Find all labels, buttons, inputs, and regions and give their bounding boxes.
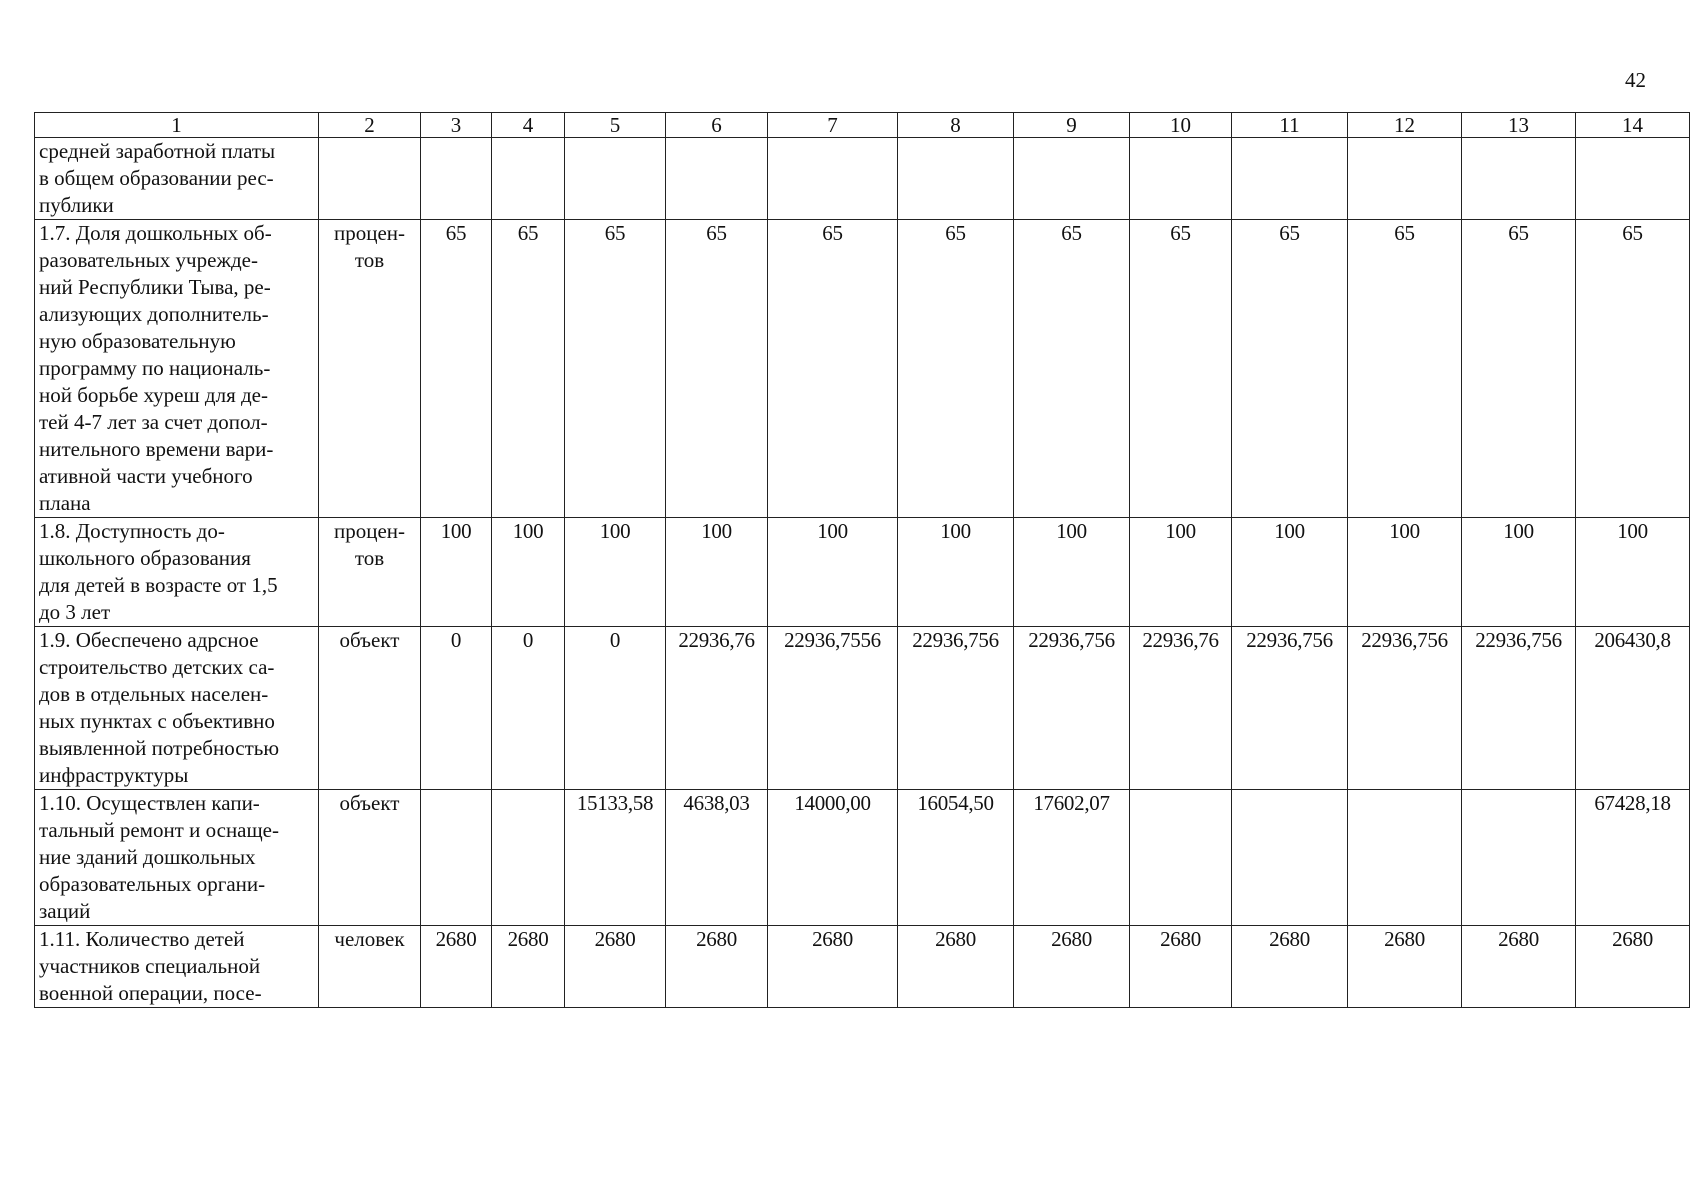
column-header: 8	[898, 113, 1014, 138]
value-cell: 100	[1130, 518, 1232, 627]
unit-cell	[319, 627, 421, 790]
column-header: 1	[35, 113, 319, 138]
value-cell	[666, 138, 768, 220]
value-cell	[1130, 138, 1232, 220]
indicator-name	[35, 926, 319, 1008]
value-cell: 65	[1462, 220, 1576, 518]
value-cell: 65	[1576, 220, 1690, 518]
indicators-table	[34, 112, 1690, 1008]
value-cell: 22936,756	[1014, 627, 1130, 790]
table-row	[35, 926, 1690, 1008]
value-cell: 100	[768, 518, 898, 627]
table-row	[35, 518, 1690, 627]
unit-cell	[319, 518, 421, 627]
indicator-name-line: образовательных органи-	[39, 872, 266, 896]
indicator-name	[35, 627, 319, 790]
column-header: 9	[1014, 113, 1130, 138]
value-cell: 100	[565, 518, 666, 627]
value-cell	[1232, 138, 1348, 220]
value-cell: 65	[1130, 220, 1232, 518]
indicator-name-line: ний Республики Тыва, ре-	[39, 275, 271, 299]
indicator-name-line: военной операции, посе-	[39, 981, 262, 1005]
table-row	[35, 138, 1690, 220]
indicator-name-line: до 3 лет	[39, 600, 111, 624]
column-header: 11	[1232, 113, 1348, 138]
value-cell: 4638,03	[666, 790, 768, 926]
indicator-name-line: школьного образования	[39, 546, 251, 570]
value-cell: 15133,58	[565, 790, 666, 926]
value-cell: 206430,8	[1576, 627, 1690, 790]
value-cell: 2680	[768, 926, 898, 1008]
value-cell: 65	[492, 220, 565, 518]
value-cell	[1232, 790, 1348, 926]
value-cell: 100	[898, 518, 1014, 627]
value-cell: 65	[898, 220, 1014, 518]
value-cell	[492, 790, 565, 926]
value-cell: 22936,76	[666, 627, 768, 790]
value-cell: 65	[666, 220, 768, 518]
unit-cell	[319, 138, 421, 220]
value-cell: 2680	[1576, 926, 1690, 1008]
value-cell: 100	[1462, 518, 1576, 627]
indicator-name-line: 1.9. Обеспечено адрсное	[39, 628, 259, 652]
value-cell	[1576, 138, 1690, 220]
value-cell: 65	[565, 220, 666, 518]
value-cell: 22936,756	[1462, 627, 1576, 790]
value-cell: 22936,76	[1130, 627, 1232, 790]
column-header: 2	[319, 113, 421, 138]
unit-line: объект	[339, 791, 400, 815]
value-cell	[898, 138, 1014, 220]
value-cell: 17602,07	[1014, 790, 1130, 926]
indicator-name	[35, 518, 319, 627]
indicator-name-line: ативной части учебного	[39, 464, 253, 488]
value-cell: 2680	[1014, 926, 1130, 1008]
column-header: 4	[492, 113, 565, 138]
unit-line: человек	[334, 927, 405, 951]
value-cell: 100	[1014, 518, 1130, 627]
value-cell: 65	[1232, 220, 1348, 518]
value-cell: 2680	[492, 926, 565, 1008]
unit-cell	[319, 926, 421, 1008]
indicator-name	[35, 220, 319, 518]
indicator-name-line: тальный ремонт и оснаще-	[39, 818, 279, 842]
page-number: 42	[1625, 68, 1646, 92]
indicator-name-line: инфраструктуры	[39, 763, 189, 787]
value-cell	[492, 138, 565, 220]
column-header: 6	[666, 113, 768, 138]
indicator-name-line: строительство детских са-	[39, 655, 275, 679]
value-cell: 16054,50	[898, 790, 1014, 926]
value-cell: 65	[1014, 220, 1130, 518]
indicator-name-line: плана	[39, 491, 91, 515]
value-cell: 22936,756	[1232, 627, 1348, 790]
value-cell: 2680	[1232, 926, 1348, 1008]
value-cell: 2680	[1130, 926, 1232, 1008]
column-header: 7	[768, 113, 898, 138]
value-cell: 0	[492, 627, 565, 790]
unit-cell	[319, 790, 421, 926]
column-header: 10	[1130, 113, 1232, 138]
value-cell	[421, 790, 492, 926]
indicator-name-line: в общем образовании рес-	[39, 166, 274, 190]
indicator-name-line: ную образовательную	[39, 329, 236, 353]
indicator-name	[35, 138, 319, 220]
indicator-name-line: 1.7. Доля дошкольных об-	[39, 221, 272, 245]
unit-line: тов	[354, 546, 385, 570]
value-cell: 0	[565, 627, 666, 790]
value-cell	[421, 138, 492, 220]
indicator-name-line: ной борьбе хуреш для де-	[39, 383, 268, 407]
value-cell: 0	[421, 627, 492, 790]
indicator-name-line: 1.11. Количество детей	[39, 927, 245, 951]
column-header: 12	[1348, 113, 1462, 138]
value-cell: 67428,18	[1576, 790, 1690, 926]
indicator-name-line: тей 4-7 лет за счет допол-	[39, 410, 268, 434]
column-header: 13	[1462, 113, 1576, 138]
value-cell	[1130, 790, 1232, 926]
indicator-name-line: ных пунктах с объективно	[39, 709, 275, 733]
indicator-name-line: нительного времени вари-	[39, 437, 274, 461]
value-cell	[1348, 790, 1462, 926]
indicator-name-line: дов в отдельных населен-	[39, 682, 269, 706]
value-cell: 2680	[666, 926, 768, 1008]
indicator-name-line: 1.8. Доступность до-	[39, 519, 225, 543]
indicator-name-line: средней заработной платы	[39, 139, 276, 163]
indicator-name-line: выявленной потребностью	[39, 736, 280, 760]
indicator-name-line: для детей в возрасте от 1,5	[39, 573, 278, 597]
indicator-name-line: программу по националь-	[39, 356, 271, 380]
value-cell: 65	[421, 220, 492, 518]
value-cell: 22936,7556	[768, 627, 898, 790]
value-cell	[565, 138, 666, 220]
indicator-name-line: участников специальной	[39, 954, 261, 978]
column-header: 3	[421, 113, 492, 138]
indicator-name-line: ние зданий дошкольных	[39, 845, 256, 869]
indicator-name-line: ализующих дополнитель-	[39, 302, 269, 326]
table-row	[35, 790, 1690, 926]
unit-cell	[319, 220, 421, 518]
unit-line: объект	[339, 628, 400, 652]
value-cell: 2680	[1348, 926, 1462, 1008]
value-cell: 14000,00	[768, 790, 898, 926]
value-cell: 100	[492, 518, 565, 627]
value-cell: 22936,756	[898, 627, 1014, 790]
value-cell: 65	[768, 220, 898, 518]
value-cell: 2680	[898, 926, 1014, 1008]
value-cell: 2680	[421, 926, 492, 1008]
table-row	[35, 220, 1690, 518]
value-cell	[1348, 138, 1462, 220]
value-cell: 100	[1576, 518, 1690, 627]
value-cell	[1462, 138, 1576, 220]
value-cell	[1014, 138, 1130, 220]
value-cell: 2680	[1462, 926, 1576, 1008]
unit-line: процен-	[333, 221, 406, 245]
column-header: 14	[1576, 113, 1690, 138]
value-cell	[1462, 790, 1576, 926]
indicator-name	[35, 790, 319, 926]
value-cell	[768, 138, 898, 220]
value-cell: 100	[1348, 518, 1462, 627]
header-row	[35, 113, 1690, 138]
value-cell: 100	[666, 518, 768, 627]
value-cell: 100	[1232, 518, 1348, 627]
value-cell: 22936,756	[1348, 627, 1462, 790]
indicator-name-line: заций	[39, 899, 91, 923]
value-cell: 100	[421, 518, 492, 627]
unit-line: тов	[354, 248, 385, 272]
value-cell: 2680	[565, 926, 666, 1008]
value-cell: 65	[1348, 220, 1462, 518]
indicator-name-line: публики	[39, 193, 114, 217]
column-header: 5	[565, 113, 666, 138]
indicator-name-line: разовательных учрежде-	[39, 248, 258, 272]
unit-line: процен-	[333, 519, 406, 543]
indicator-name-line: 1.10. Осуществлен капи-	[39, 791, 260, 815]
table-row	[35, 627, 1690, 790]
